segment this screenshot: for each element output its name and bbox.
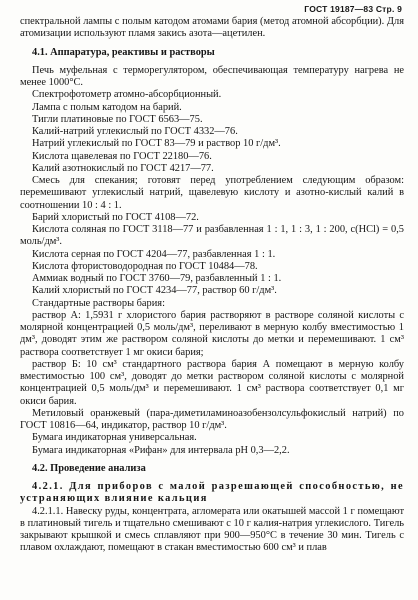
list-item: Кислота фтористоводородная по ГОСТ 10484—78.: [32, 260, 258, 272]
list-item: Барий хлористый по ГОСТ 4108—72.: [32, 211, 199, 223]
paragraph: Смесь для спекания; готовят перед употреблением следующим образом: перемешивают углекислый натрий, щавелевую кислоту и азотно-кислый калий в соотношении 10 : 4 : 1.: [20, 175, 404, 211]
list-item: Бумага индикаторная «Рифан» для интервала рН 0,3—2,2.: [32, 444, 290, 456]
list-item: Калий азотнокислый по ГОСТ 4217—77.: [32, 162, 214, 174]
paragraph: раствор А: 1,5931 г хлористого бария растворяют в растворе соляной кислоты с молярной концентрацией 0,5 моль/дм³, переливают в мерную колбу вместимостью 1 дм³, доводят этим же раствором соляной кислоты до метки и перемешивают. 1 см³ раствора соответствует 1 мг окиси бария;: [20, 309, 404, 358]
subsection-heading: 4.2.1. Для приборов с малой разрешающей способностью, не устраняющих влияние кальция: [20, 481, 404, 505]
page-header: ГОСТ 19187—83 Стр. 9: [304, 4, 402, 14]
list-item: Кислота щавелевая по ГОСТ 22180—76.: [32, 150, 212, 162]
paragraph: 4.2.1.1. Навеску руды, концентрата, агломерата или окатышей массой 1 г помещают в платиновый тигель и тщательно смешивают с 10 г калия-натрия углекислого. Тигель закрывают крышкой и смесь сплавляют при 900—950°С в течение 30 мин. Тигель с плавом охлаждают, помещают в стакан вместимостью 600 см³ и плав: [20, 505, 404, 554]
list-item: Спектрофотометр атомно-абсорбционный.: [32, 89, 222, 101]
list-item: Аммиак водный по ГОСТ 3760—79, разбавленный 1 : 1.: [32, 273, 282, 284]
list-item: Тигли платиновые по ГОСТ 6563—75.: [32, 113, 203, 125]
list-item: Калий хлористый по ГОСТ 4234—77, раствор 60 г/дм³.: [32, 285, 277, 297]
list-item: Стандартные растворы бария:: [32, 297, 165, 309]
list-item: Лампа с полым катодом на барий.: [32, 101, 182, 113]
paragraph: спектральной лампы с полым катодом атомами бария (метод атомной абсорбции). Для атомизации используют пламя закись азота—ацетилен.: [20, 16, 404, 40]
paragraph: раствор Б: 10 см³ стандартного раствора бария А помещают в мерную колбу вместимостью 100 см³, доводят до метки раствором соляной кислоты с молярной концентрацией 0,5 моль/дм³ и перемешивают. 1 см³ раствора соответствует 0,1 мг окиси бария.: [20, 358, 404, 407]
paragraph: Печь муфельная с терморегулятором, обеспечивающая температуру нагрева не менее 1000°С.: [20, 64, 404, 88]
list-item: Натрий углекислый по ГОСТ 83—79 и раствор 10 г/дм³.: [32, 138, 281, 150]
list-item: Калий-натрий углекислый по ГОСТ 4332—76.: [32, 126, 238, 137]
list-item: Бумага индикаторная универсальная.: [32, 432, 197, 444]
list-item: Кислота серная по ГОСТ 4204—77, разбавленная 1 : 1.: [32, 248, 276, 260]
section-heading: 4.2. Проведение анализа: [32, 462, 146, 474]
paragraph: Метиловый оранжевый (пара-диметиламиноазобензолсульфокислый натрий) по ГОСТ 10816—64, индикатор, раствор 10 г/дм³.: [20, 407, 404, 431]
section-heading: 4.1. Аппаратура, реактивы и растворы: [32, 46, 215, 58]
list-item: Кислота соляная по ГОСТ 3118—77 и разбавленная 1 : 1, 1 : 3, 1 : 200, с(HCl) = 0,5 моль/дм³.: [20, 224, 404, 248]
document-body: [20, 16, 404, 555]
